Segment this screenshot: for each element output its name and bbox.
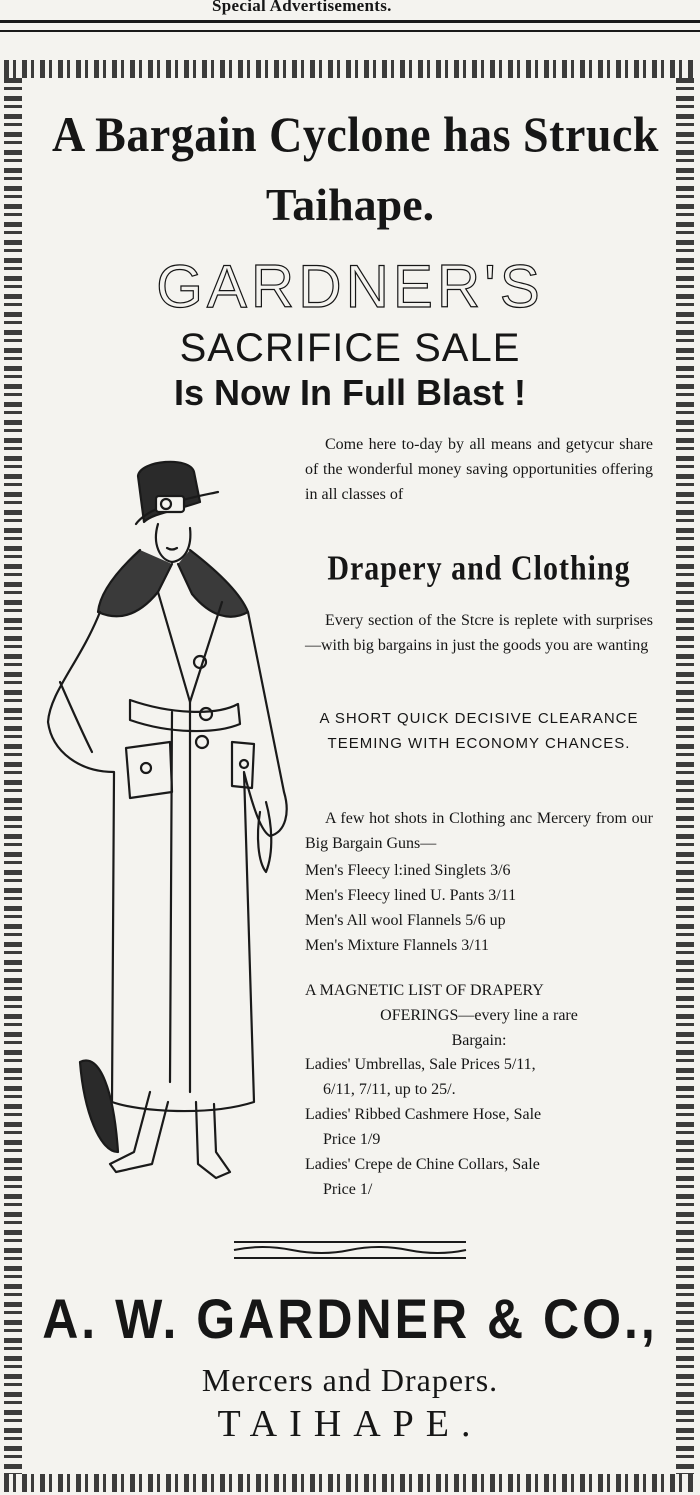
ornamental-border-left — [4, 78, 22, 1474]
list-item: Men's Fleecy l:ined Singlets 3/6 — [305, 862, 511, 879]
drapery-intro — [305, 978, 653, 1053]
drapery-intro-line: A MAGNETIC LIST OF DRAPERY — [305, 982, 544, 999]
ornamental-border-top — [4, 60, 696, 78]
list-item: Ladies' Ribbed Cashmere Hose, Sale — [305, 1106, 542, 1123]
sale-title: SACRIFICE SALE — [179, 326, 521, 370]
page-header — [0, 0, 700, 40]
section-title: Special Advertisements. — [212, 0, 392, 15]
sale-subtitle: Is Now In Full Blast ! — [173, 372, 527, 413]
firm-trade: Mercers and Drapers. — [201, 1362, 499, 1398]
department-heading: Drapery and Clothing — [327, 549, 631, 588]
clearance-notice: A SHORT QUICK DECISIVE CLEARANCE TEEMING WITH ECONOMY CHANCES. — [319, 710, 639, 752]
list-item-continuation: 6/11, 7/11, up to 25/. — [323, 1081, 456, 1098]
ornamental-border-right — [676, 78, 694, 1474]
headline-line-2: Taihape. — [265, 179, 435, 230]
list-item: Men's Fleecy lined U. Pants 3/11 — [305, 887, 517, 904]
list-item: Men's All wool Flannels 5/6 up — [305, 912, 506, 929]
list-item: Ladies' Crepe de Chine Collars, Sale — [305, 1156, 540, 1173]
firm-name: A. W. GARDNER & CO., — [42, 1287, 658, 1351]
drapery-intro-line: OFERINGS—every line a rare — [380, 1007, 578, 1024]
header-rule-bottom — [0, 30, 700, 32]
decorative-rule — [232, 1236, 468, 1264]
drapery-intro-line: Bargain: — [451, 1032, 507, 1049]
clothing-intro: A few hot shots in Clothing anc Mercery from our Big Bargain Guns— — [305, 810, 653, 852]
mens-items-list — [305, 858, 653, 958]
list-item-continuation: Price 1/9 — [323, 1131, 381, 1148]
list-item-continuation: Price 1/ — [323, 1181, 373, 1198]
list-item: Ladies' Umbrellas, Sale Prices 5/11, — [305, 1056, 536, 1073]
store-name: GARDNER'S — [156, 253, 544, 320]
ladies-items-list — [305, 1052, 653, 1202]
intro-paragraph: Come here to-day by all means and getycur share of the wonderful money saving opportunities offering in all classes of — [305, 436, 653, 503]
store-paragraph: Every section of the Stcre is replete with surprises—with big bargains in just the goods you are wanting — [305, 612, 653, 654]
firm-town: TAIHAPE. — [217, 1403, 483, 1445]
list-item: Men's Mixture Flannels 3/11 — [305, 937, 490, 954]
headline-line-1: A Bargain Cyclone has Struck — [52, 106, 659, 163]
woman-in-coat-illustration — [40, 452, 300, 1197]
header-rule-top — [0, 20, 700, 23]
ornamental-border-bottom — [4, 1474, 696, 1492]
